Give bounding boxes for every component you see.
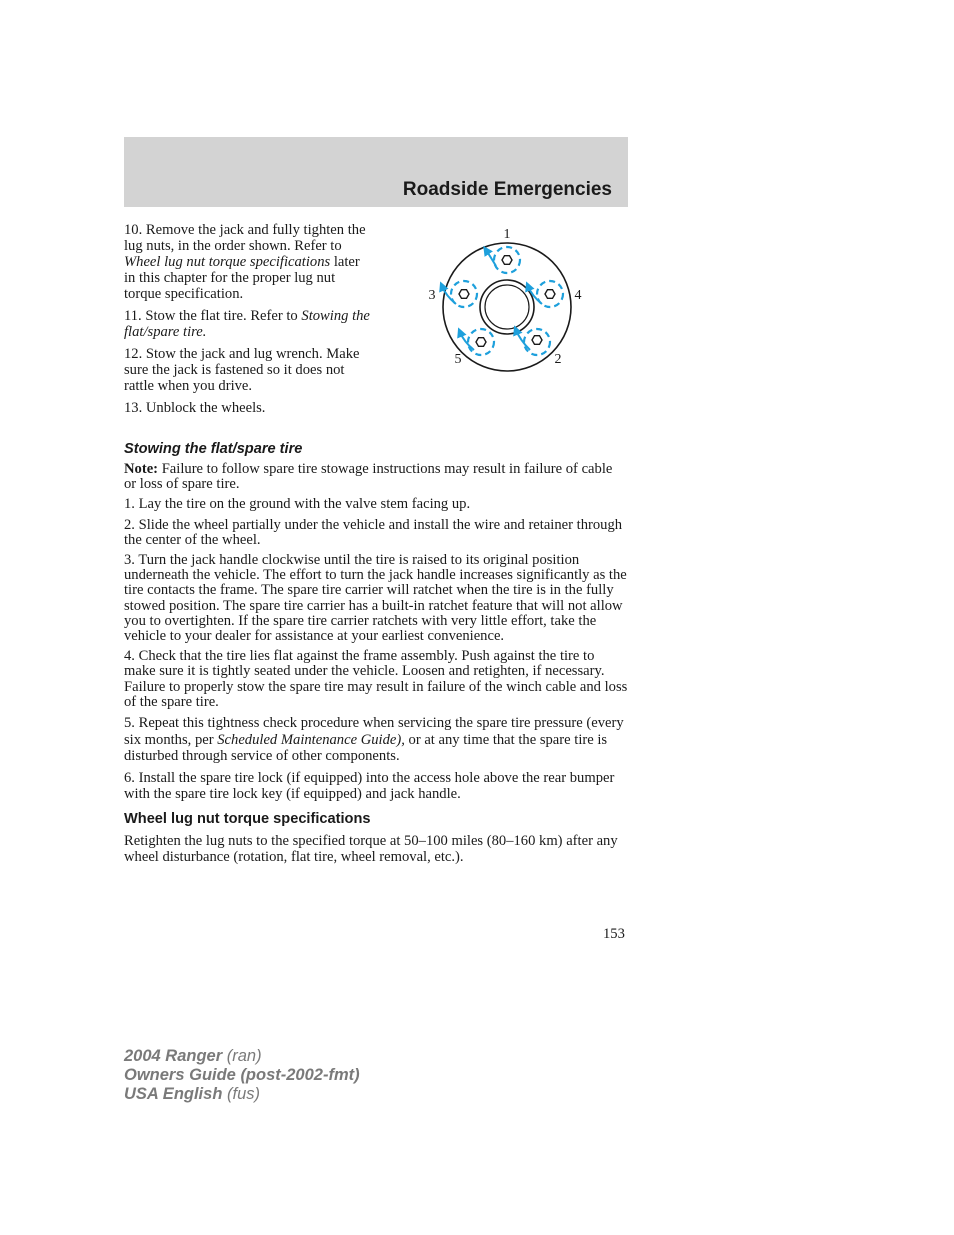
step-12: 12. Stow the jack and lug wrench. Make sure the jack is fastened so it does not rattle when you drive. bbox=[124, 346, 360, 394]
stowing-heading: Stowing the flat/spare tire bbox=[124, 441, 303, 457]
maintenance-guide-reference: Scheduled Maintenance Guide), bbox=[217, 731, 405, 748]
torque-text: Retighten the lug nuts to the specified torque at 50–100 miles (80–160 km) after any wheel disturbance (rotation, flat tire, wheel removal, etc.). bbox=[124, 832, 618, 865]
footer-line-1: 2004 Ranger (ran) bbox=[124, 1047, 262, 1065]
step-10: 10. Remove the jack and fully tighten the lug nuts, in the order shown. Refer to Wheel lug nut torque specifications later in this chapter for the proper lug nut torque specification. bbox=[124, 222, 366, 302]
footer-line-3: USA English (fus) bbox=[124, 1085, 260, 1103]
hub-outer bbox=[480, 280, 534, 334]
main-content bbox=[124, 441, 628, 870]
lug-nut-3 bbox=[459, 290, 469, 299]
label-3: 3 bbox=[428, 288, 436, 303]
label-4: 4 bbox=[574, 288, 582, 303]
step-11: 11. Stow the flat tire. Refer to Stowing the flat/spare tire. bbox=[124, 308, 370, 340]
label-5: 5 bbox=[454, 352, 462, 367]
lug-nut-5 bbox=[476, 338, 486, 347]
stow-step-3: 3. Turn the jack handle clockwise until the tire is raised to its original position underneath the vehicle. The effort to turn the jack handle increases significantly as the tire contacts the frame. The spare tire carrier will ratchet when the tire is in the fully stowed position. The spare tire carrier has a built-in ratchet feature that will not allow you to overtighten. If the spare tire carrier ratchets with very little effort, take the vehicle to your dealer for assistance at your earliest convenience. bbox=[124, 552, 627, 645]
footer-line-2: Owners Guide (post-2002-fmt) bbox=[124, 1066, 360, 1084]
torque-heading: Wheel lug nut torque specifications bbox=[124, 810, 371, 827]
stow-step-6: 6. Install the spare tire lock (if equipped) into the access hole above the rear bumper with the spare tire lock key (if equipped) and jack handle. bbox=[124, 769, 615, 802]
stow-step-1: 1. Lay the tire on the ground with the valve stem facing up. bbox=[124, 496, 471, 513]
stowing-reference: Stowing the flat/spare tire. bbox=[124, 308, 370, 340]
steps-column bbox=[124, 222, 374, 422]
page-number: 153 bbox=[603, 926, 625, 942]
label-1: 1 bbox=[503, 227, 511, 242]
hub-inner bbox=[485, 285, 529, 329]
stow-step-5: 5. Repeat this tightness check procedure when servicing the spare tire pressure (every six months, per Scheduled Maintenance Guide), or at any time that the spare tire is disturbed through service of other components. bbox=[124, 715, 624, 765]
lug-nut-2 bbox=[532, 336, 542, 345]
lug-nut-4 bbox=[545, 290, 555, 299]
step-13: 13. Unblock the wheels. bbox=[124, 400, 266, 416]
label-2: 2 bbox=[554, 352, 562, 367]
document-footer bbox=[124, 1047, 360, 1104]
torque-spec-reference: Wheel lug nut torque specifications bbox=[124, 254, 331, 270]
stow-step-2: 2. Slide the wheel partially under the vehicle and install the wire and retainer through the center of the wheel. bbox=[124, 516, 623, 548]
stowing-note: Note: Failure to follow spare tire stowage instructions may result in failure of cable or loss of spare tire. bbox=[124, 461, 613, 493]
note-label: Note: bbox=[124, 461, 159, 477]
lug-nut-order-diagram bbox=[420, 222, 595, 377]
lug-nut-1 bbox=[502, 256, 512, 265]
section-header bbox=[124, 137, 628, 207]
section-title: Roadside Emergencies bbox=[402, 179, 612, 200]
stow-step-4: 4. Check that the tire lies flat against the frame assembly. Push against the tire to make sure it is tightly seated under the vehicle. Loosen and retighten, if necessary. Failure to properly stow the spare tire may result in failure of the winch cable and loss of the spare tire. bbox=[124, 648, 628, 710]
arrow-4 bbox=[528, 286, 542, 304]
